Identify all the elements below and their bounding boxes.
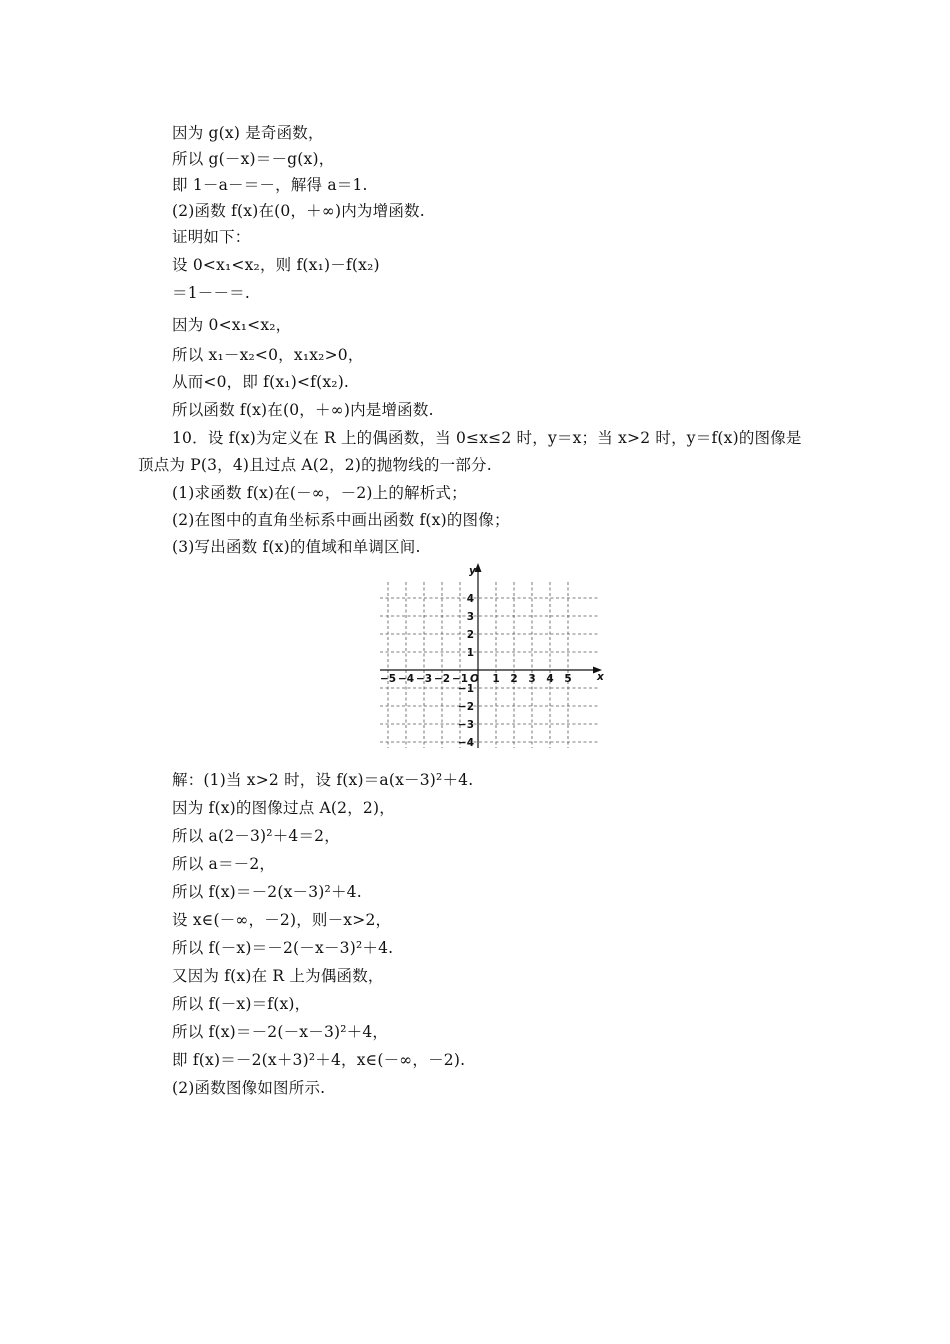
solution-line: 所以 f(－x)＝f(x)，: [172, 995, 311, 1013]
y-tick-label: −1: [457, 683, 474, 695]
solution-line: 所以 a＝－2，: [172, 855, 276, 873]
y-tick-label: 4: [466, 593, 474, 605]
y-tick-label: 2: [466, 629, 474, 641]
text-line: (2)函数 f(x)在(0，＋∞)内为增函数.: [172, 202, 425, 220]
x-tick-label: 2: [510, 673, 518, 685]
text-line: 设 0<x₁<x₂，则 f(x₁)－f(x₂): [172, 256, 380, 274]
x-tick-label: −3: [415, 673, 433, 685]
y-tick-label: 3: [466, 611, 474, 623]
origin-label: O: [470, 673, 479, 685]
solution-line: 因为 f(x)的图像过点 A(2，2)，: [172, 799, 395, 817]
solution-line: 所以 a(2－3)²＋4＝2，: [172, 827, 340, 845]
x-tick-label: −1: [451, 673, 469, 685]
x-tick-label: −5: [379, 673, 397, 685]
coordinate-grid: [370, 562, 610, 752]
y-axis-label: y: [469, 565, 476, 577]
x-tick-label: −4: [397, 673, 415, 685]
text-line: 所以 g(－x)＝－g(x)，: [172, 150, 335, 168]
text-line: 因为 0<x₁<x₂，: [172, 316, 292, 334]
solution-line: 又因为 f(x)在 R 上为偶函数，: [172, 967, 384, 985]
solution-line: 解：(1)当 x>2 时，设 f(x)＝a(x－3)²＋4.: [172, 771, 474, 789]
text-line: 证明如下：: [172, 228, 251, 246]
text-line: 所以 x₁－x₂<0，x₁x₂>0，: [172, 346, 364, 364]
solution-line: 即 f(x)＝－2(x＋3)²＋4，x∈(－∞，－2).: [172, 1051, 466, 1069]
y-tick-label: 1: [466, 647, 474, 659]
y-tick-label: −2: [457, 701, 474, 713]
solution-line: 所以 f(x)＝－2(－x－3)²＋4，: [172, 1023, 389, 1041]
x-tick-label: 5: [564, 673, 572, 685]
x-tick-label: −2: [433, 673, 451, 685]
text-line: 因为 g(x) 是奇函数，: [172, 124, 324, 142]
text-line: 所以函数 f(x)在(0，＋∞)内是增函数.: [172, 401, 434, 419]
x-tick-label: 4: [546, 673, 554, 685]
x-tick-label: 1: [492, 673, 500, 685]
y-tick-label: −3: [457, 719, 474, 731]
text-line: ＝1－－＝.: [172, 284, 250, 302]
solution-line: (2)函数图像如图所示.: [172, 1079, 326, 1097]
text-line: 即 1－a－＝－，解得 a＝1.: [172, 176, 368, 194]
solution-line: 所以 f(x)＝－2(x－3)²＋4.: [172, 883, 362, 901]
y-tick-label: −4: [457, 737, 474, 749]
problem-10-text-cont: 顶点为 P(3，4)且过点 A(2，2)的抛物线的一部分.: [138, 456, 492, 474]
solution-line: 所以 f(－x)＝－2(－x－3)²＋4.: [172, 939, 394, 957]
x-axis-label: x: [597, 671, 604, 683]
question-3: (3)写出函数 f(x)的值域和单调区间.: [172, 538, 421, 556]
solution-line: 设 x∈(－∞，－2)，则－x>2，: [172, 911, 392, 929]
text-line: 从而<0，即 f(x₁)<f(x₂).: [172, 373, 350, 391]
question-1: (1)求函数 f(x)在(－∞，－2)上的解析式；: [172, 484, 467, 502]
x-tick-label: 3: [528, 673, 536, 685]
problem-10-text: 10．设 f(x)为定义在 R 上的偶函数，当 0≤x≤2 时，y＝x；当 x>2 时，y＝f(x)的图像是: [172, 429, 802, 447]
question-2: (2)在图中的直角坐标系中画出函数 f(x)的图像；: [172, 511, 510, 529]
